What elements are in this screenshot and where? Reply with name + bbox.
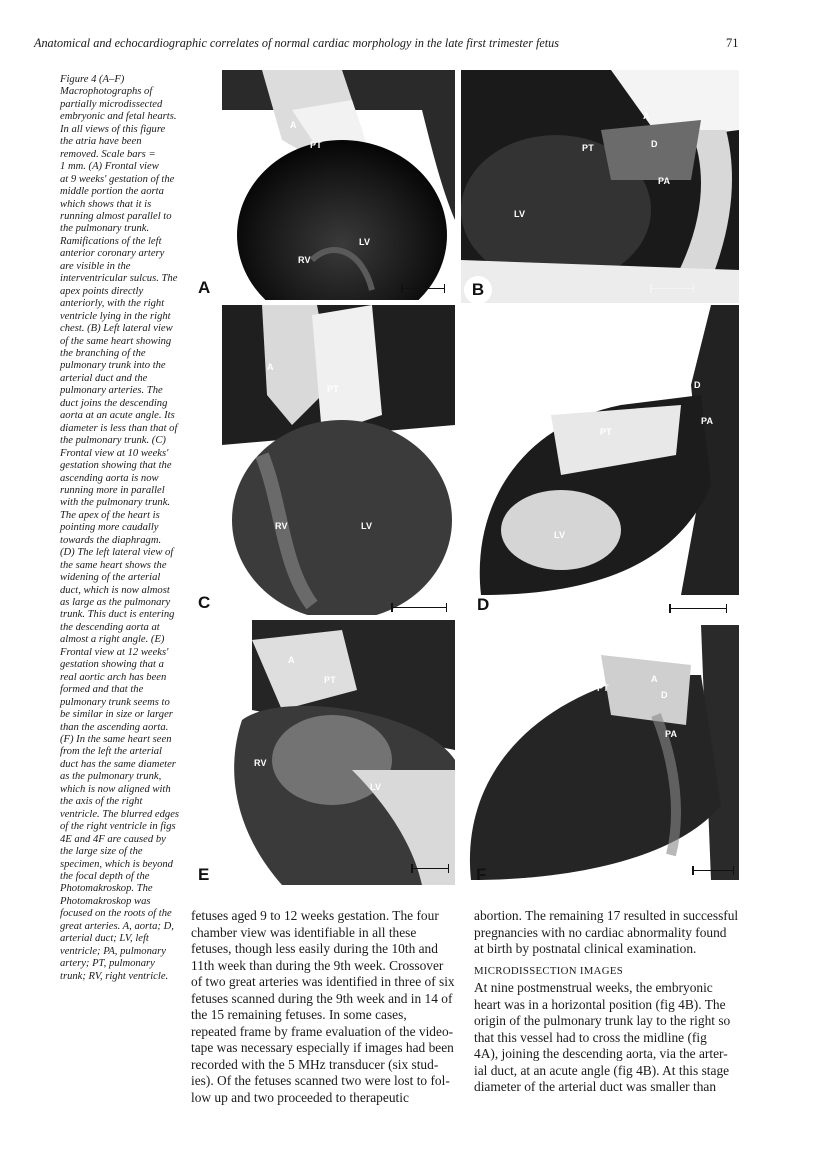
caption-line: 4E and 4F are caused by — [60, 833, 166, 845]
caption-line: Photomakroskop was — [60, 895, 151, 907]
caption-line: arterial duct and the — [60, 372, 148, 384]
label-pt: PT — [324, 675, 336, 685]
caption-line: Figure 4 (A–F) — [60, 74, 125, 85]
text-line: fetuses aged 9 to 12 weeks gestation. The four — [191, 908, 439, 923]
caption-line: the atria have been — [60, 136, 142, 148]
caption-line: almost a right angle. (E) — [60, 634, 165, 646]
scale-bar — [392, 607, 446, 608]
text-line: of two great arteries was identified in three of six — [191, 974, 455, 989]
figure-caption — [60, 74, 202, 983]
text-line: repeated frame by frame evaluation of the video- — [191, 1023, 454, 1039]
caption-line: interventricular sulcus. The — [60, 273, 178, 285]
micrograph-b — [461, 70, 739, 303]
caption-line: pulmonary trunk into the — [60, 360, 166, 372]
text-line: 11th week than during the 9th week. Crossover — [191, 957, 444, 973]
caption-line: the pulmonary trunk. — [60, 223, 150, 235]
figure-panel-e — [222, 620, 455, 885]
label-d: D — [694, 380, 701, 390]
micrograph-d — [461, 305, 739, 595]
caption-line: Ramifications of the left — [60, 235, 162, 247]
text-line: ies). Of the fetuses scanned two were lost to fol- — [191, 1073, 450, 1088]
caption-line: Macrophotographs of — [60, 86, 153, 98]
caption-line: The apex of the heart is — [60, 509, 160, 521]
text-line: fetuses scanned during the 9th week and in 14 of — [191, 990, 453, 1006]
caption-line: apex points directly — [60, 285, 144, 297]
label-pt: PT — [310, 140, 322, 150]
caption-line: pulmonary arteries. The — [60, 385, 163, 397]
label-a: A — [679, 349, 686, 359]
text-line: fetuses, though less easily during the 10th and — [191, 941, 438, 956]
caption-line: from the left the arterial — [60, 746, 163, 758]
text-line: low up and two proceeded to therapeutic — [191, 1089, 409, 1105]
panel-letter-d: D — [477, 595, 490, 614]
text-line: 4A), joining the descending aorta, via the arter- — [474, 1046, 728, 1061]
caption-line: as large as the pulmonary — [60, 597, 171, 609]
panel-letter-b: B — [464, 276, 492, 304]
caption-line: ascending aorta is now — [60, 472, 159, 484]
caption-line: Frontal view at 12 weeks' — [60, 646, 169, 658]
caption-line: real aortic arch has been — [60, 671, 167, 683]
caption-line: are visible in the — [60, 260, 131, 272]
label-pt: PT — [597, 683, 609, 693]
label-a: A — [643, 111, 650, 121]
text-line: at birth by postnatal clinical examination. — [474, 941, 697, 956]
text-line: pregnancies with no cardiac abnormality found — [474, 924, 727, 940]
figure-panel-a — [222, 70, 455, 300]
scale-bar-d — [670, 608, 726, 609]
caption-line: the large size of the — [60, 846, 143, 858]
caption-line: which is now aligned with — [60, 783, 171, 795]
label-lv: LV — [359, 237, 371, 247]
micrograph-c — [222, 305, 455, 615]
label-a: A — [267, 362, 274, 372]
label-pa: PA — [701, 416, 714, 426]
caption-line: 1 mm. (A) Frontal view — [60, 161, 159, 173]
label-lv: LV — [554, 530, 566, 540]
caption-line: (F) In the same heart seen — [60, 734, 172, 746]
label-pt: PT — [582, 143, 594, 153]
scale-bar — [412, 868, 448, 869]
label-pa: PA — [665, 729, 678, 739]
section-heading: MICRODISSECTION IMAGES — [474, 964, 624, 977]
caption-line: embryonic and fetal hearts. — [60, 111, 177, 123]
caption-line: running more in parallel — [60, 484, 165, 496]
label-pa: PA — [658, 176, 671, 186]
caption-line: duct, which is now almost — [60, 584, 170, 596]
caption-line: ventricle. The blurred edges — [60, 808, 180, 820]
label-a: A — [290, 120, 297, 130]
caption-line: the axis of the right — [60, 796, 143, 808]
caption-line: arterial duct; LV, left — [60, 933, 149, 945]
caption-line: running almost parallel to — [60, 210, 172, 222]
text-line: that this vessel had to cross the midline (fig — [474, 1029, 707, 1045]
caption-line: of the right ventricle in figs — [60, 821, 176, 833]
figure-panel-f — [461, 625, 739, 880]
caption-line: formed and that the — [60, 684, 144, 696]
header-title: Anatomical and echocardiographic correlates of normal cardiac morphology in the late first trimester fetus — [34, 36, 560, 50]
caption-line: artery; PT, pulmonary — [60, 958, 155, 970]
caption-line: Photomakroskop. The — [60, 883, 153, 895]
caption-line: duct joins the descending — [60, 397, 168, 409]
label-lv: LV — [361, 521, 373, 531]
caption-line: aorta at an acute angle. Its — [60, 410, 175, 422]
micrograph-f — [461, 625, 739, 880]
micrograph-a — [222, 70, 455, 300]
body-column-right — [474, 908, 742, 1096]
label-rv: RV — [254, 758, 267, 768]
caption-line: Frontal view at 10 weeks' — [60, 447, 169, 459]
scale-bar — [651, 288, 693, 289]
figure-panel-c — [222, 305, 455, 615]
caption-line: diameter is less than that of — [60, 422, 178, 434]
caption-line: removed. Scale bars = — [60, 148, 156, 160]
caption-line: the pulmonary trunk. (C) — [60, 435, 166, 447]
caption-line: (D) The left lateral view of — [60, 547, 174, 559]
caption-line: with the pulmonary trunk. — [60, 497, 171, 509]
caption-line: which shows that it is — [60, 198, 152, 210]
caption-line: partially microdissected — [60, 98, 163, 110]
label-lv: LV — [514, 209, 526, 219]
caption-line: pulmonary trunk seems to — [60, 696, 170, 708]
panel-letter-f: F — [476, 865, 487, 884]
label-rv: RV — [275, 521, 288, 531]
caption-line: middle portion the aorta — [60, 186, 164, 198]
label-lv: LV — [370, 782, 382, 792]
text-line: the 15 remaining fetuses. In some cases, — [191, 1007, 407, 1022]
text-line: abortion. The remaining 17 resulted in successful — [474, 908, 739, 923]
body-column-left — [191, 908, 461, 1106]
label-pt: PT — [600, 427, 612, 437]
text-line: chamber view was identifiable in all these — [191, 924, 417, 940]
label-rv: RV — [298, 255, 311, 265]
text-line: origin of the pulmonary trunk lay to the right so — [474, 1013, 731, 1028]
label-a: A — [651, 674, 658, 684]
caption-line: gestation showing that a — [60, 659, 164, 671]
text-line: recorded with the 5 MHz transducer (six stud- — [191, 1056, 439, 1072]
text-line: tape was necessary especially if images had been — [191, 1040, 454, 1055]
caption-line: In all views of this figure — [60, 123, 166, 135]
caption-line: anteriorly, with the right — [60, 298, 165, 310]
caption-line: towards the diaphragm. — [60, 534, 162, 546]
caption-line: the branching of the — [60, 347, 146, 359]
caption-line: trunk; RV, right ventricle. — [60, 970, 169, 982]
text-line: heart was in a horizontal position (fig 4B). The — [474, 996, 726, 1012]
text-line: At nine postmenstrual weeks, the embryonic — [474, 980, 713, 995]
micrograph-e — [222, 620, 455, 885]
text-line: diameter of the arterial duct was smaller than — [474, 1079, 717, 1094]
caption-line: than the ascending aorta. — [60, 721, 169, 733]
caption-line: specimen, which is beyond — [60, 858, 173, 870]
caption-line: focused on the roots of the — [60, 908, 172, 920]
caption-line: anterior coronary artery — [60, 248, 165, 260]
caption-line: duct has the same diameter — [60, 758, 176, 770]
caption-line: ventricle lying in the right — [60, 310, 171, 322]
panel-letter-c: C — [198, 593, 211, 612]
label-pt: PT — [327, 384, 339, 394]
label-d: D — [661, 690, 668, 700]
caption-line: great arteries. A, aorta; D, — [60, 920, 174, 932]
caption-line: be similar in size or larger — [60, 709, 173, 721]
caption-line: the descending aorta at — [60, 621, 160, 633]
text-line: ial duct, at an acute angle (fig 4B). At this stage — [474, 1062, 730, 1078]
caption-line: pointing more caudally — [60, 522, 159, 534]
caption-line: gestation showing that the — [60, 460, 172, 472]
scale-bar — [402, 288, 444, 289]
figure-panel-b — [461, 70, 739, 303]
caption-line: of the same heart showing — [60, 335, 172, 347]
caption-line: the same heart shows the — [60, 559, 167, 571]
page-number: 71 — [726, 36, 739, 50]
caption-line: widening of the arterial — [60, 572, 161, 584]
caption-line: as the pulmonary trunk, — [60, 771, 162, 783]
panel-letter-a: A — [198, 278, 211, 297]
caption-line: trunk. This duct is entering — [60, 609, 175, 621]
scale-bar — [693, 870, 733, 871]
caption-line: ventricle; PA, pulmonary — [60, 945, 167, 957]
caption-line: at 9 weeks' gestation of the — [60, 173, 175, 185]
caption-line: the focal depth of the — [60, 871, 150, 882]
label-a: A — [288, 655, 295, 665]
caption-line: chest. (B) Left lateral view — [60, 323, 173, 335]
figure-panel-d — [461, 305, 739, 595]
label-d: D — [651, 139, 658, 149]
panel-letter-e: E — [198, 865, 210, 884]
